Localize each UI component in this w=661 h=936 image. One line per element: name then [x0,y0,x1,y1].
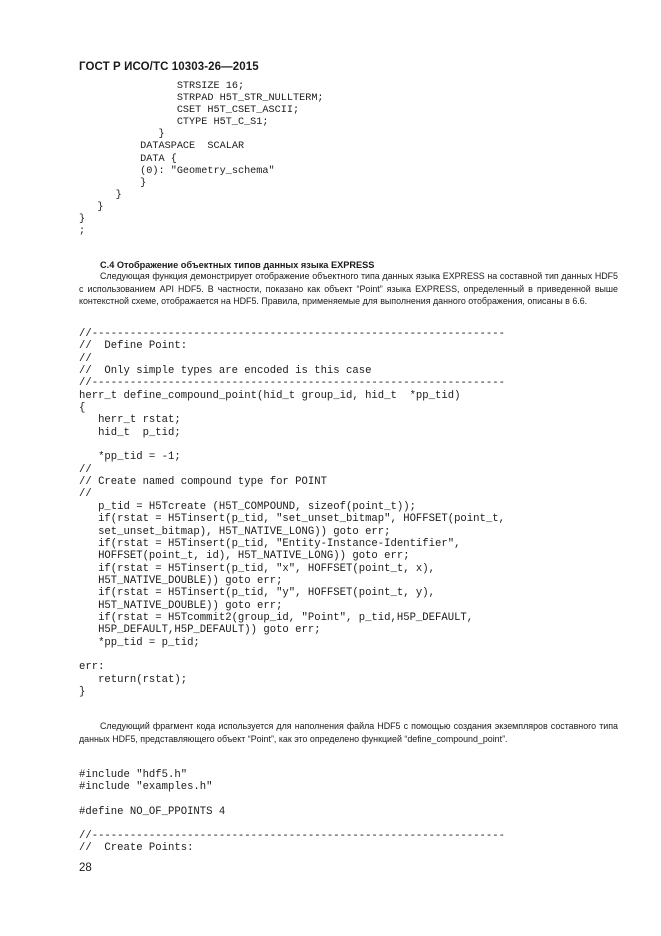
code-block-main [79,328,505,698]
code-line: return(rstat); [79,673,188,686]
page-number: 28 [79,862,92,874]
code-line: herr_t rstat; [79,414,181,427]
code-block-includes [79,769,213,794]
code-line: } [79,129,165,141]
code-line: if(rstat = H5Tinsert(p_tid, "x", HOFFSET(point_t, x), [79,562,436,575]
code-line: // Create Points: [79,842,194,855]
code-line: (0): "Geometry_schema" [79,165,275,177]
code-block-top [79,81,324,238]
code-line: CSET H5T_CSET_ASCII; [79,105,300,117]
code-line: #include "hdf5.h" [79,769,188,781]
code-line: H5T_NATIVE_DOUBLE)) goto err; [79,599,283,612]
code-line: CTYPE H5T_C_S1; [79,117,269,129]
code-line: // [79,463,92,476]
code-line: HOFFSET(point_t, id), H5T_NATIVE_LONG)) goto err; [79,550,410,563]
code-line: STRPAD H5T_STR_NULLTERM; [79,93,324,105]
code-line: if(rstat = H5Tcommit2(group_id, "Point", p_tid,H5P_DEFAULT, [79,611,474,624]
code-line: DATASPACE SCALAR [79,141,245,153]
code-line: // Only simple types are encoded is this case [79,365,372,378]
code-line: H5T_NATIVE_DOUBLE)) goto err; [79,574,283,587]
code-line: // Define Point: [79,340,188,353]
section-paragraph: Следующая функция демонстрирует отображение объектного типа данных языка EXPRESS на составной тип данных HDF5 с использованием API HDF5. В частности, показано как объект “Point” языка EXPRESS, определенный в приведенной выше контекстной схеме, отображается на HDF5. Правила, применяемые для выполнения данного отображения, описаны в 6.6. [79,271,618,306]
code-line: // [79,488,92,501]
code-line: ; [79,226,86,238]
code-line: *pp_tid = -1; [79,451,181,464]
code-line: } [79,177,147,189]
code-line: } [79,685,86,698]
code-line [79,439,505,451]
code-line: #define NO_OF_PPOINTS 4 [79,806,226,818]
code-line: *pp_tid = p_tid; [79,636,200,649]
paragraph-2: Следующий фрагмент кода используется для наполнения файла HDF5 с помощью создания экземпляров составного типа данных HDF5, представляющего объект “Point”, как это определено функцией “define_compound_point”. [79,721,618,744]
code-define-line [79,806,225,818]
code-line: // [79,352,92,365]
code-line: if(rstat = H5Tinsert(p_tid, "Entity-Instance-Identifier", [79,537,461,550]
code-line: hid_t p_tid; [79,426,181,439]
code-line: STRSIZE 16; [79,81,245,92]
page-header: ГОСТ Р ИСО/ТС 10303-26—2015 [79,61,259,73]
code-line [79,649,505,661]
code-block-bottom [79,830,505,855]
code-line: DATA { [79,153,177,165]
code-line: #include "examples.h" [79,781,213,794]
code-line: // Create named compound type for POINT [79,476,327,489]
code-line: if(rstat = H5Tinsert(p_tid, "set_unset_bitmap", HOFFSET(point_t, [79,513,505,526]
code-line: herr_t define_compound_point(hid_t group_id, hid_t *pp_tid) [79,389,461,402]
code-line: } [79,201,104,213]
code-line: } [79,189,122,201]
code-line: //----------------------------------------------------------------- [79,328,505,340]
code-line: if(rstat = H5Tinsert(p_tid, "y", HOFFSET(point_t, y), [79,587,436,600]
code-line: err: [79,661,105,674]
section-title: C.4 Отображение объектных типов данных языка EXPRESS [100,260,375,270]
code-line: H5P_DEFAULT,H5P_DEFAULT)) goto err; [79,624,321,637]
code-line: set_unset_bitmap), H5T_NATIVE_LONG)) goto err; [79,525,391,538]
code-line: { [79,402,86,415]
code-line: } [79,214,86,226]
code-line: //----------------------------------------------------------------- [79,377,505,390]
code-line: //----------------------------------------------------------------- [79,830,505,842]
code-line: p_tid = H5Tcreate (H5T_COMPOUND, sizeof(point_t)); [79,500,416,513]
